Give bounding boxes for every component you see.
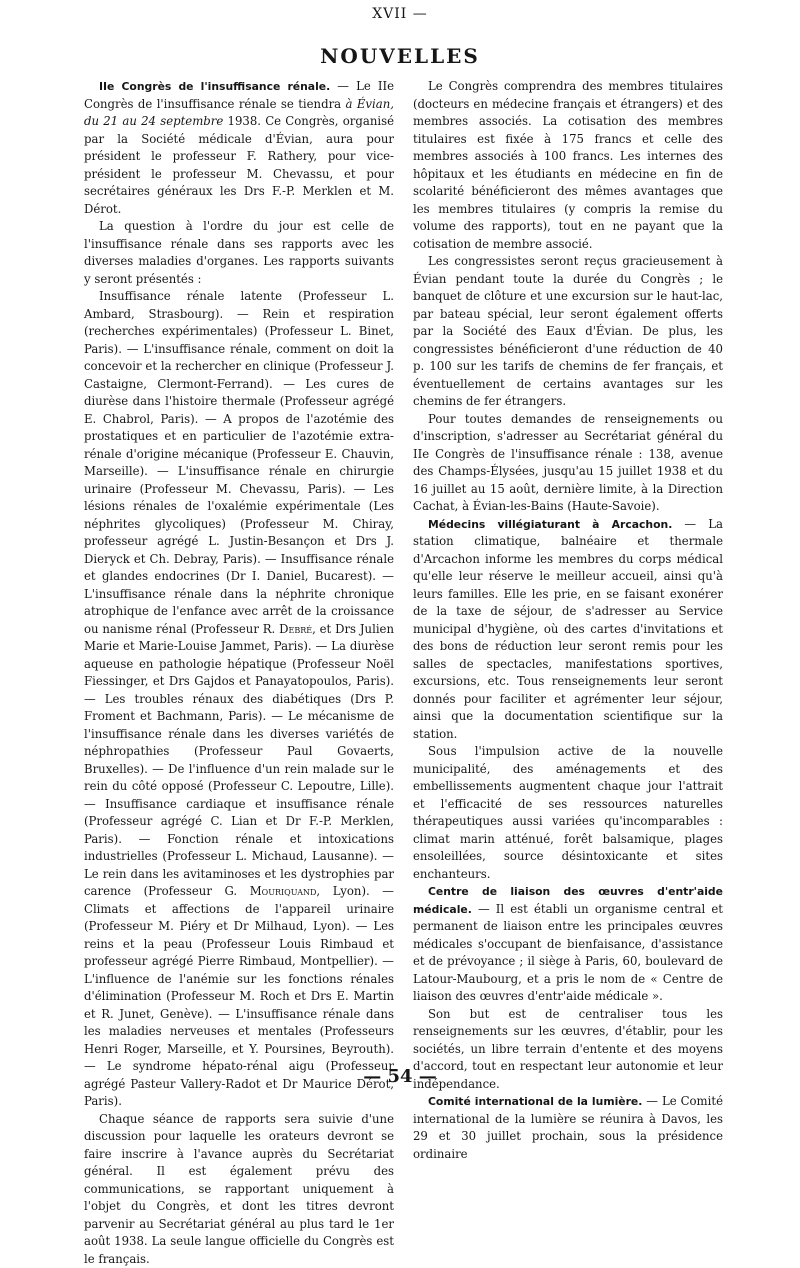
lumiere-heading: Comité international de la lumière. [428, 1095, 642, 1108]
reports-name-debre: Debré [279, 622, 312, 636]
congres-members-paragraph: Le Congrès comprendra des membres titulaires (docteurs en médecine français et étrangers) et des membres associés. La cotisation des membres titulaires est fixée à 175 francs et celle des membres associés à 100 francs. Les internes des hôpitaux et les étudiants en médecine en fin de scolarité bénéficieront des mêmes avantages que les membres titulaires (y compris la remise du volume des rapports), tout en ne payant que la cotisation de membre associé. [413, 78, 723, 253]
lumiere-paragraph [413, 1093, 723, 1163]
column-right [413, 78, 723, 1163]
arcachon-heading: Médecins villégiaturant à Arcachon. [428, 518, 672, 531]
congres-dates: à Évian, du 21 au 24 septembre [84, 97, 394, 129]
running-head: XVII — [0, 6, 800, 22]
reports-name-mouriquand: Mouriquand [250, 884, 317, 898]
section-title: NOUVELLES [0, 44, 800, 68]
congres-agenda-paragraph: La question à l'ordre du jour est celle de l'insuffisance rénale dans ses rapports avec les diverses maladies d'organes. Les rapports suivants y seront présentés : [84, 218, 394, 288]
congres-paragraph-intro [84, 78, 394, 218]
reports-text-a: Insuffisance rénale latente (Professeur L. Ambard, Strasbourg). — Rein et respiration (recherches expérimentales) (Professeur L. Binet, Paris). — L'insuffisance rénale, comment on doit la concevoir et la rechercher en clinique (Professeur J. Castaigne, Clermont-Ferrand). — Les cures de diurèse dans l'histoire thermale (Professeur agrégé E. Chabrol, Paris). — A propos de l'azotémie des prostatiques et en particulier de l'azotémie extra-rénale d'origine mécanique (Professeur E. Chauvin, Marseille). — L'insuffisance rénale en chirurgie urinaire (Professeur M. Chevassu, Paris). — Les lésions rénales de l'oxalémie expérimentale (Les néphrites glycoliques) (Professeur M. Chiray, professeur agrégé L. Justin-Besançon et Drs J. Dieryck et Ch. Debray, Paris). — Insuffisance rénale et glandes endocrines (Dr I. Daniel, Bucarest). — L'insuffisance rénale dans la néphrite chronique atrophique de l'enfance avec arrêt de la croissance ou nanisme rénal (Professeur R. [84, 289, 394, 636]
entraide-paragraph [413, 883, 723, 1006]
reports-text-b: , et Drs Julien Marie et Marie-Louise Jammet, Paris). — La diurèse aqueuse en pathologie hépatique (Professeur Noël Fiessinger, et Drs Gajdos et Panayatopoulos, Paris). — Les troubles rénaux des diabétiques (Drs P. Froment et Bachmann, Paris). — Le mécanisme de l'insuffisance rénale dans les diverses variétés de néphropathies (Professeur Paul Govaerts, Bruxelles). — De l'influence d'un rein malade sur le rein du côté opposé (Professeur C. Lepoutre, Lille). — Insuffisance cardiaque et insuffisance rénale (Professeur agrégé C. Lian et Dr F.-P. Merklen, Paris). — Fonction rénale et intoxications industrielles (Professeur L. Michaud, Lausanne). — Le rein dans les avitaminoses et les dystrophies par carence (Professeur G. [84, 622, 394, 899]
entraide-heading: Centre de liaison des œuvres d'entr'aide médicale. [413, 885, 723, 916]
congres-heading: IIe Congrès de l'insuffisance rénale. [99, 80, 330, 93]
column-left [84, 78, 394, 1268]
congres-intro-text-a: — Le IIe Congrès de l'insuffisance rénale se tiendra [84, 79, 394, 111]
page-number: — 54 — [0, 1066, 800, 1087]
lumiere-text: — Le Comité international de la lumière se réunira à Davos, les 29 et 30 juillet prochain, sous la présidence ordinaire [413, 1094, 723, 1161]
arcachon-text: — La station climatique, balnéaire et thermale d'Arcachon informe les membres du corps médical qu'elle leur réserve le meilleur accueil, ainsi qu'à leurs familles. Elle les prie, en se faisant exonérer de la taxe de séjour, de s'adresser au Service municipal d'hygiène, où des cartes d'invitations et des bons de réduction leur seront remis pour les salles de spectacles, manifestations sportives, excursions, etc. Tous renseignements leur seront donnés pour faciliter et agrémenter leur séjour, ainsi que la documentation scientifique sur la station. [413, 517, 723, 741]
congres-discussion-paragraph: Chaque séance de rapports sera suivie d'une discussion pour laquelle les orateurs devront se faire inscrire à l'avance auprès du Secrétariat général. Il est également prévu des communications, se rapportant uniquement à l'objet du Congrès, et dont les titres devront parvenir au Secrétariat général au plus tard le 1er août 1938. La seule langue officielle du Congrès est le français. [84, 1111, 394, 1268]
reports-text-c: , Lyon). — Climats et affections de l'appareil urinaire (Professeur M. Piéry et Dr Milhaud, Lyon). — Les reins et la peau (Professeur Louis Rimbaud et professeur agrégé Pierre Rimbaud, Montpellier). — L'influence de l'anémie sur les fonctions rénales d'élimination (Professeur M. Roch et Drs E. Martin et R. Junet, Genève). — L'insuffisance rénale dans les maladies nerveuses et mentales (Professeurs Henri Roger, Marseille, et Y. Poursines, Beyrouth). — Le syndrome hépato-rénal aigu (Professeur agrégé Pasteur Vallery-Radot et Dr Maurice Dérot, Paris). [84, 884, 394, 1108]
entraide-text: — Il est établi un organisme central et permanent de liaison entre les principales œuvres médicales s'occupant de bienfaisance, d'assistance et de prévoyance ; il siège à Paris, 60, boulevard de Latour-Maubourg, et a pris le nom de « Centre de liaison des œuvres d'entr'aide médicale ». [413, 902, 723, 1004]
arcachon-paragraph [413, 516, 723, 744]
entraide-paragraph-2: Son but est de centraliser tous les renseignements sur les œuvres, d'établir, pour les sociétés, un libre terrain d'entente et des moyens d'accord, tout en respectant leur autonomie et leur indépendance. [413, 1006, 723, 1094]
congres-registration-paragraph: Pour toutes demandes de renseignements ou d'inscription, s'adresser au Secrétariat général du IIe Congrès de l'insuffisance rénale : 138, avenue des Champs-Élysées, jusqu'au 15 juillet 1938 et du 16 juillet au 15 août, dernière limite, à la Direction Cachat, à Évian-les-Bains (Haute-Savoie). [413, 411, 723, 516]
congres-reception-paragraph: Les congressistes seront reçus gracieusement à Évian pendant toute la durée du Congrès ; le banquet de clôture et une excursion sur le haut-lac, par bateau spécial, leur seront également offerts par la Société des Eaux d'Évian. De plus, les congressistes bénéficieront d'une réduction de 40 p. 100 sur les tarifs de chemins de fer français, et éventuellement de certains avantages sur les chemins de fer étrangers. [413, 253, 723, 411]
arcachon-paragraph-2: Sous l'impulsion active de la nouvelle municipalité, des aménagements et des embellissements augmentent chaque jour l'attrait et l'efficacité de ses ressources naturelles thérapeutiques aussi variées qu'incomparables : climat marin atténué, forêt balsamique, plages ensoleillées, source désintoxicante et sites enchanteurs. [413, 743, 723, 883]
congres-reports-list [84, 288, 394, 1111]
congres-intro-text-b: 1938. Ce Congrès, organisé par la Société médicale d'Évian, aura pour président le professeur F. Rathery, pour vice-président le professeur M. Chevassu, et pour secrétaires généraux les Drs F.-P. Merklen et M. Dérot. [84, 114, 394, 216]
